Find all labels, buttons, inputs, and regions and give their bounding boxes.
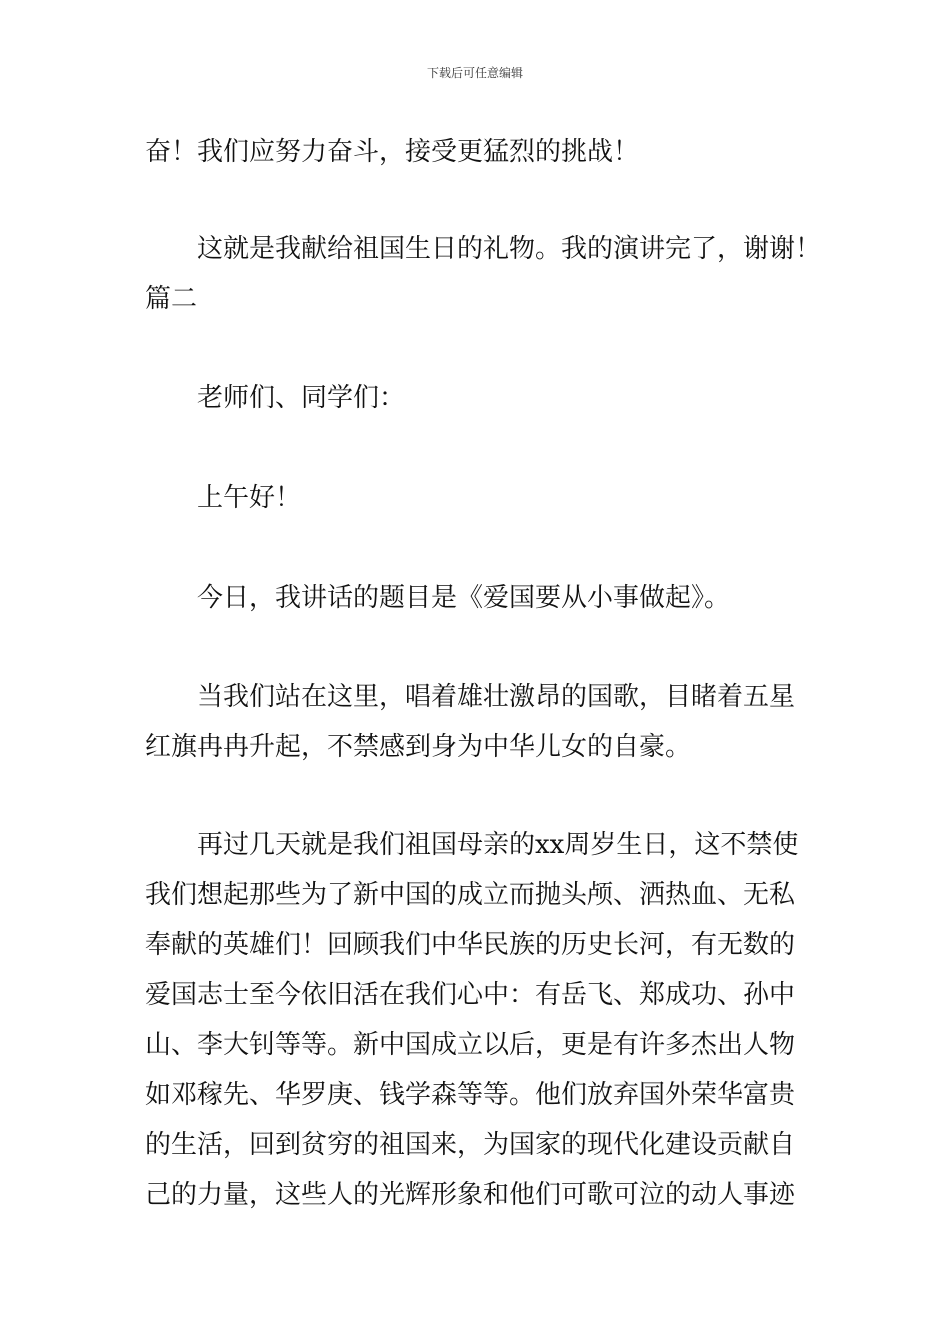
paragraph-line-8: 红旗冉冉升起，不禁感到身为中华儿女的自豪。 (145, 732, 692, 762)
paragraph-line-11: 奉献的英雄们！回顾我们中华民族的历史长河，有无数的 (145, 930, 796, 960)
paragraph-line-13: 山、李大钊等等。新中国成立以后，更是有许多杰出人物 (145, 1030, 796, 1060)
paragraph-line-12: 爱国志士至今依旧活在我们心中：有岳飞、郑成功、孙中 (145, 980, 796, 1010)
paragraph-line-16: 己的力量，这些人的光辉形象和他们可歌可泣的动人事迹 (145, 1180, 796, 1210)
paragraph-line-2: 这就是我献给祖国生日的礼物。我的演讲完了，谢谢！ (197, 234, 822, 264)
paragraph-line-10: 我们想起那些为了新中国的成立而抛头颅、洒热血、无私 (145, 880, 796, 910)
paragraph-line-1: 奋！我们应努力奋斗，接受更猛烈的挑战！ (145, 137, 640, 167)
paragraph-line-7: 当我们站在这里，唱着雄壮激昂的国歌，目睹着五星 (197, 682, 796, 712)
paragraph-line-14: 如邓稼先、华罗庚、钱学森等等。他们放弃国外荣华富贵 (145, 1080, 796, 1110)
salutation: 老师们、同学们： (197, 383, 406, 413)
section-heading: 篇二 (145, 284, 198, 314)
greeting: 上午好！ (197, 483, 302, 513)
paragraph-line-9: 再过几天就是我们祖国母亲的xx周岁生日，这不禁使 (197, 830, 799, 860)
paragraph-line-15: 的生活，回到贫穷的祖国来，为国家的现代化建设贡献自 (145, 1130, 796, 1160)
speech-topic: 今日，我讲话的题目是《爱国要从小事做起》。 (197, 583, 731, 613)
page-header: 下载后可任意编辑 (426, 66, 523, 80)
